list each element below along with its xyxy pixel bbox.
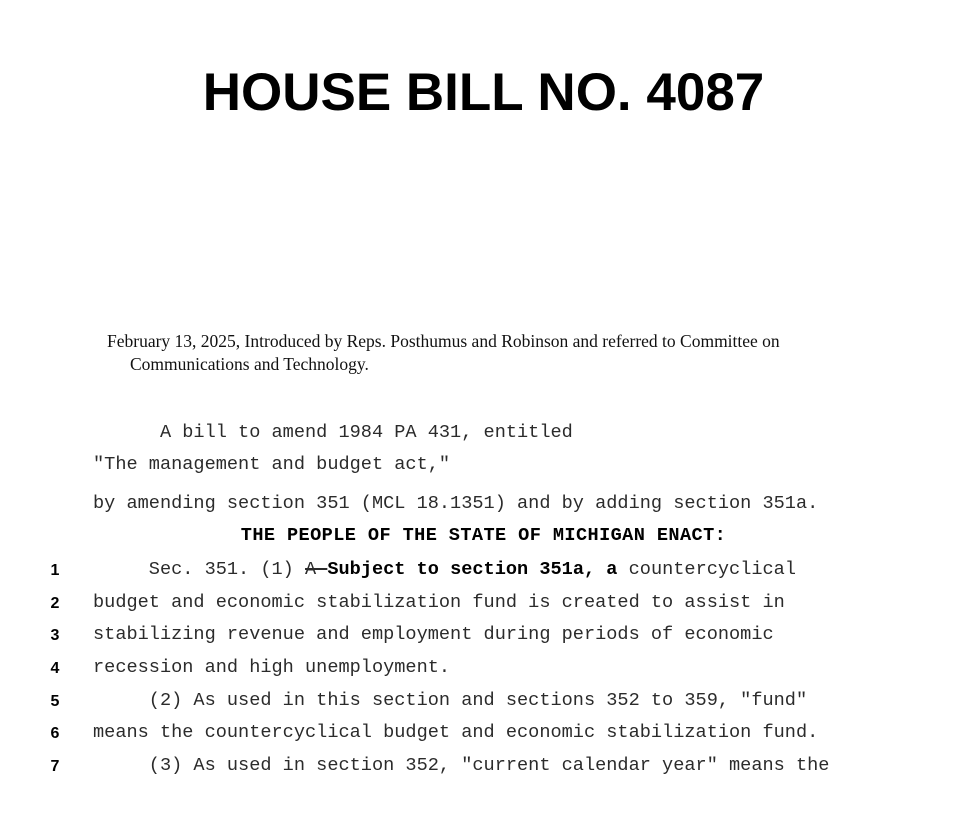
bill-line: [0, 689, 967, 722]
line-number: 1: [50, 562, 60, 579]
line-text: [93, 591, 785, 615]
plain-text: budget and economic stabilization fund is created to assist in: [93, 591, 785, 613]
introduction-line-2: Communications and Technology.: [130, 354, 369, 374]
plain-text: recession and high unemployment.: [93, 657, 451, 679]
bill-line: [0, 656, 967, 689]
page-title: HOUSE BILL NO. 4087: [202, 62, 765, 122]
line-text: [93, 558, 796, 582]
bill-line: [0, 721, 967, 754]
preamble-line-amend: A bill to amend 1984 PA 431, entitled: [93, 422, 573, 443]
line-number: 4: [50, 660, 60, 678]
line-number: 2: [50, 594, 60, 612]
line-number: 7: [50, 758, 60, 776]
line-number: 3: [50, 627, 60, 645]
line-number: 6: [50, 725, 60, 743]
bill-line: [0, 558, 967, 591]
preamble-line-sections: by amending section 351 (MCL 18.1351) and by adding section 351a.: [93, 493, 819, 514]
plain-text: (3) As used in section 352, "current calendar year" means the: [93, 755, 830, 777]
line-text: [93, 689, 807, 713]
bill-line: [0, 754, 967, 787]
bill-line: [0, 623, 967, 656]
introduction-line-1: February 13, 2025, Introduced by Reps. Posthumus and Robinson and referred to Committee on: [107, 331, 780, 351]
plain-text: means the countercyclical budget and economic stabilization fund.: [93, 722, 819, 744]
introduction-block: [107, 330, 859, 376]
line-number: 5: [50, 692, 60, 710]
line-text: [93, 754, 829, 778]
line-text: [93, 656, 450, 680]
plain-text: countercyclical: [617, 559, 796, 580]
line-text: [93, 623, 774, 647]
numbered-line-list: [0, 558, 967, 787]
plain-text: (2) As used in this section and sections 352 to 359, "fund": [93, 689, 808, 711]
plain-text: stabilizing revenue and employment during periods of economic: [93, 624, 774, 646]
line-text: [93, 721, 818, 745]
struck-text: A: [305, 559, 328, 580]
inserted-text: Subject to section 351a, a: [327, 559, 618, 580]
plain-text: Sec. 351. (1): [93, 559, 306, 580]
bill-line: [0, 591, 967, 624]
enacting-clause: THE PEOPLE OF THE STATE OF MICHIGAN ENACT:: [240, 525, 727, 546]
preamble-line-act-title: "The management and budget act,": [93, 454, 451, 475]
